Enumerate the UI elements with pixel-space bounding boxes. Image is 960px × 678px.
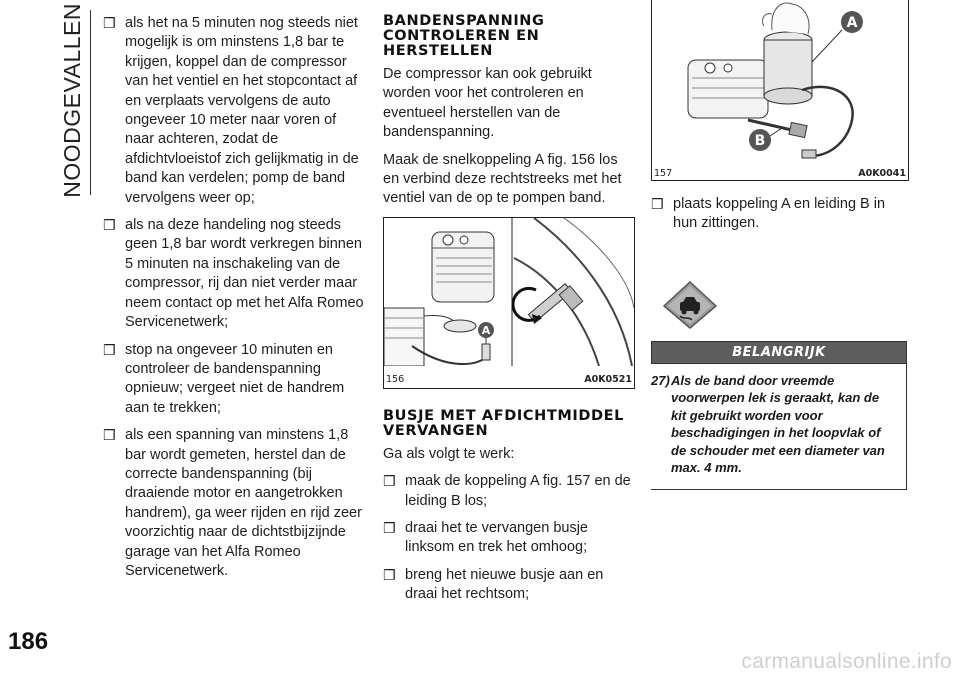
figure-number: 156 [386, 373, 405, 385]
paragraph: De compressor kan ook gebruikt worden voor het controleren en eventueel herstellen van de bandenspanning. [383, 66, 592, 141]
label-b: B [754, 133, 766, 149]
section-heading-replace-canister: BUSJE MET AFDICHTMIDDEL VERVANGEN [383, 407, 624, 439]
compressor-valve-illustration [384, 218, 634, 366]
list-item: ❒ stop na ongeveer 10 minuten en controleer de bandenspanning opnieuw; vergeet niet de handrem aan te trekken; [103, 341, 345, 416]
list-item: ❒ breng het nieuwe busje aan en draai het rechtsom; [383, 566, 604, 603]
checkbox-bullet-icon: ❒ [383, 520, 396, 537]
checkbox-bullet-icon: ❒ [383, 566, 396, 583]
warning-car-icon [662, 280, 718, 330]
label-a: A [846, 15, 858, 31]
section-title-rule [90, 10, 91, 195]
checkbox-bullet-icon: ❒ [651, 196, 664, 212]
list-item: ❒ als een spanning van minstens 1,8 bar wordt gemeten, herstel dan de correcte bandenspanning (bij draaiende motor en aangetrokken handrem), ga weer rijden en rijd zeer voorzichtig naar de dichtstbijzijnde garage van het Alfa Romeo Servicenetwerk. [103, 427, 362, 579]
figure-code: A0K0521 [584, 373, 632, 385]
checkbox-bullet-icon: ❒ [103, 427, 116, 444]
figure-number: 157 [654, 168, 673, 179]
figure-caption [384, 371, 634, 385]
column-1 [103, 14, 365, 589]
note-text: Als de band door vreemde voorwerpen lek is geraakt, kan de kit gebruikt worden voor beschadigingen in het loopvlak of de schouder met een diameter van max. 4 mm. [671, 372, 885, 476]
list-item: ❒ maak de koppeling A fig. 157 en de leiding B los; [383, 473, 631, 509]
page-number: 186 [8, 628, 49, 655]
list-item: ❒ als na deze handeling nog steeds geen 1,8 bar wordt verkregen binnen 5 minuten na inschakeling van de compressor, rij dan niet verder maar neem contact op met het Alfa Romeo Servicenetwerk; [103, 217, 364, 331]
checkbox-bullet-icon: ❒ [103, 217, 116, 234]
checkbox-bullet-icon: ❒ [103, 15, 116, 31]
section-heading-tire-pressure: BANDENSPANNING CONTROLEREN EN HERSTELLEN [383, 13, 545, 59]
list-item: ❒ draai het te vervangen busje linksom en trek het omhoog; [383, 520, 588, 556]
figure-caption [652, 165, 908, 179]
warning-note [651, 364, 907, 490]
note-label: 27) [651, 372, 670, 388]
warning-title-bar: BELANGRIJK [651, 341, 907, 364]
list-item: ❒ als het na 5 minuten nog steeds niet mogelijk is om minstens 1,8 bar te krijgen, koppel dan de compressor van het ventiel en het stopcontact af en verplaats vervolgens de auto ongeveer 10 meter naar voren of naar achteren, zodat de afdichtvloeistof zich gelijkmatig in de band kan verdelen; pomp de band vervolgens weer op; [103, 15, 359, 206]
canister-replacement-illustration [652, 0, 908, 160]
label-a: A [481, 323, 491, 337]
checkbox-bullet-icon: ❒ [383, 473, 396, 490]
paragraph: Maak de snelkoppeling A fig. 156 los en verbind deze rechtstreeks met het ventiel van de op te pompen band. [383, 151, 622, 207]
column-3 [651, 14, 907, 490]
checkbox-bullet-icon: ❒ [103, 341, 116, 358]
figure-157 [651, 0, 909, 181]
column-2 [383, 14, 633, 613]
figure-156 [383, 217, 635, 389]
list-item: ❒ plaats koppeling A en leiding B in hun zittingen. [651, 196, 886, 232]
paragraph: Ga als volgt te werk: [383, 445, 515, 462]
section-title: NOODGEVALLEN [58, 3, 85, 198]
watermark: carmanualsonline.info [741, 650, 952, 673]
figure-code: A0K0041 [858, 168, 906, 179]
